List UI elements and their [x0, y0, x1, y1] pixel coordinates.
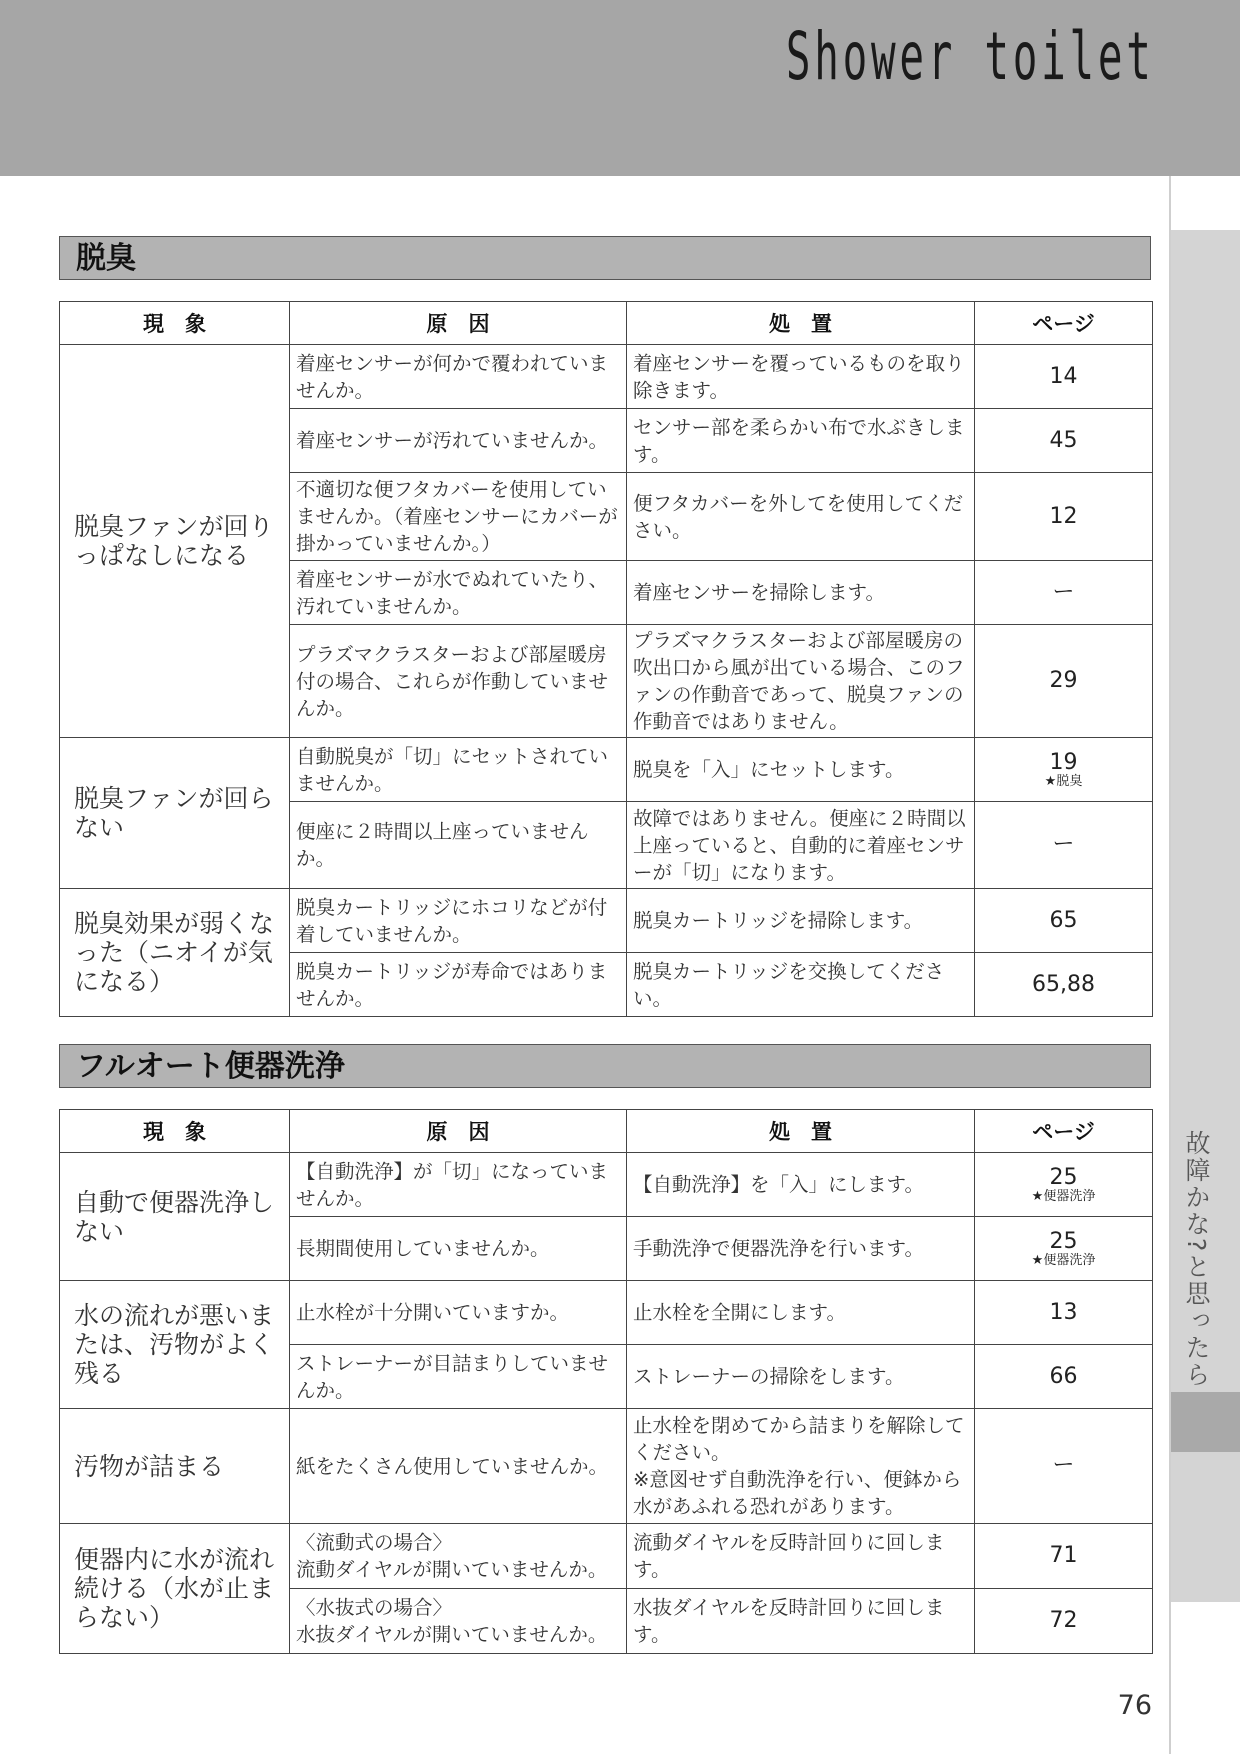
remedy-cell: 止水栓を全開にします。: [627, 1281, 975, 1345]
table-header-row: [60, 1110, 1153, 1153]
header-symptom: 現 象: [60, 1110, 290, 1153]
side-tab-label: 故障かな?と思ったら: [1182, 1130, 1211, 1389]
symptom-cell: 脱臭ファンが回らない: [60, 738, 290, 889]
page-ref[interactable]: 45: [975, 409, 1153, 473]
page-ref[interactable]: 12: [975, 473, 1153, 561]
cause-cell: 止水栓が十分開いていますか。: [290, 1281, 627, 1345]
remedy-cell: プラズマクラスターおよび部屋暖房の吹出口から風が出ている場合、このファンの作動音であって、脱臭ファンの作動音ではありません。: [627, 625, 975, 738]
page-ref[interactable]: 65,88: [975, 953, 1153, 1017]
page-ref[interactable]: 19 ★脱臭: [975, 738, 1153, 802]
page-ref[interactable]: 71: [975, 1524, 1153, 1589]
cause-cell: 脱臭カートリッジが寿命ではありませんか。: [290, 953, 627, 1017]
page-ref: ー: [975, 1409, 1153, 1524]
cause-cell: 脱臭カートリッジにホコリなどが付着していませんか。: [290, 889, 627, 953]
cause-cell: 着座センサーが何かで覆われていませんか。: [290, 345, 627, 409]
cause-cell: 長期間使用していませんか。: [290, 1217, 627, 1281]
page-ref[interactable]: 66: [975, 1345, 1153, 1409]
header-cause: 原 因: [290, 302, 627, 345]
cause-cell: 紙をたくさん使用していませんか。: [290, 1409, 627, 1524]
remedy-cell: [627, 1409, 975, 1524]
page-ref-note: ★便器洗浄: [1031, 1188, 1096, 1204]
header-symptom: 現 象: [60, 302, 290, 345]
remedy-caution: ※意図せず自動洗浄を行い、便鉢から水があふれる恐れがあります。: [633, 1468, 962, 1518]
remedy-cell: 故障ではありません。便座に２時間以上座っていると、自動的に着座センサーが「切」になります。: [627, 802, 975, 889]
symptom-cell: 脱臭効果が弱くなった（ニオイが気になる）: [60, 889, 290, 1017]
page-number: 76: [1117, 1690, 1152, 1721]
cause-cell: ストレーナーが目詰まりしていませんか。: [290, 1345, 627, 1409]
cause-cell: 便座に２時間以上座っていませんか。: [290, 802, 627, 889]
table-row: [60, 1409, 1153, 1524]
page-ref: ー: [975, 802, 1153, 889]
remedy-cell: 脱臭を「入」にセットします。: [627, 738, 975, 802]
cause-cell: [290, 1524, 627, 1589]
remedy-cell: 【自動洗浄】を「入」にします。: [627, 1153, 975, 1217]
cause-text: 流動ダイヤルが開いていませんか。: [296, 1558, 608, 1581]
page-ref[interactable]: 65: [975, 889, 1153, 953]
table-row: [60, 345, 1153, 409]
symptom-cell: 便器内に水が流れ続ける（水が止まらない）: [60, 1524, 290, 1654]
page-ref-note: ★便器洗浄: [1031, 1252, 1096, 1268]
remedy-cell: 水抜ダイヤルを反時計回りに回します。: [627, 1589, 975, 1654]
cause-cell: 着座センサーが水でぬれていたり、汚れていませんか。: [290, 561, 627, 625]
remedy-cell: 着座センサーを掃除します。: [627, 561, 975, 625]
cause-cell: 不適切な便フタカバーを使用していませんか。（着座センサーにカバーが掛かっていませんか。）: [290, 473, 627, 561]
header-cause: 原 因: [290, 1110, 627, 1153]
header-page: ページ: [975, 1110, 1153, 1153]
remedy-cell: 着座センサーを覆っているものを取り除きます。: [627, 345, 975, 409]
cause-heading: 〈水抜式の場合〉: [296, 1596, 453, 1619]
table-row: [60, 1281, 1153, 1345]
cause-cell: 自動脱臭が「切」にセットされていませんか。: [290, 738, 627, 802]
section-title-auto-flush: フルオート便器洗浄: [59, 1044, 1151, 1088]
cause-cell: プラズマクラスターおよび部屋暖房付の場合、これらが作動していませんか。: [290, 625, 627, 738]
symptom-cell: 水の流れが悪いまたは、汚物がよく残る: [60, 1281, 290, 1409]
page-ref: ー: [975, 561, 1153, 625]
page-ref[interactable]: 72: [975, 1589, 1153, 1654]
remedy-cell: 脱臭カートリッジを交換してください。: [627, 953, 975, 1017]
header-remedy: 処 置: [627, 1110, 975, 1153]
table-row: [60, 1524, 1153, 1589]
remedy-cell: センサー部を柔らかい布で水ぶきします。: [627, 409, 975, 473]
deodorize-table: [59, 301, 1153, 1017]
header-remedy: 処 置: [627, 302, 975, 345]
cause-cell: 【自動洗浄】が「切」になっていませんか。: [290, 1153, 627, 1217]
page-ref[interactable]: 29: [975, 625, 1153, 738]
page-ref[interactable]: 25 ★便器洗浄: [975, 1153, 1153, 1217]
remedy-cell: ストレーナーの掃除をします。: [627, 1345, 975, 1409]
symptom-cell: 汚物が詰まる: [60, 1409, 290, 1524]
table-row: [60, 738, 1153, 802]
page-ref[interactable]: 14: [975, 345, 1153, 409]
side-tab-marker: [1171, 1392, 1240, 1452]
page-ref[interactable]: 25 ★便器洗浄: [975, 1217, 1153, 1281]
cause-heading: 〈流動式の場合〉: [296, 1531, 453, 1554]
header-band: [0, 0, 1240, 176]
table-header-row: [60, 302, 1153, 345]
remedy-cell: 脱臭カートリッジを掃除します。: [627, 889, 975, 953]
symptom-cell: 自動で便器洗浄しない: [60, 1153, 290, 1281]
brand-logo: Shower toilet: [786, 18, 1155, 95]
section-title-deodorize: 脱臭: [59, 236, 1151, 280]
table-row: [60, 1153, 1153, 1217]
symptom-cell: 脱臭ファンが回りっぱなしになる: [60, 345, 290, 738]
remedy-cell: 流動ダイヤルを反時計回りに回します。: [627, 1524, 975, 1589]
header-page: ページ: [975, 302, 1153, 345]
auto-flush-table: [59, 1109, 1153, 1654]
cause-cell: [290, 1589, 627, 1654]
table-row: [60, 889, 1153, 953]
page-ref[interactable]: 13: [975, 1281, 1153, 1345]
remedy-cell: 便フタカバーを外してを使用してください。: [627, 473, 975, 561]
cause-text: 水抜ダイヤルが開いていませんか。: [296, 1623, 608, 1646]
cause-cell: 着座センサーが汚れていませんか。: [290, 409, 627, 473]
page-ref-note: ★脱臭: [1044, 773, 1083, 789]
remedy-cell: 手動洗浄で便器洗浄を行います。: [627, 1217, 975, 1281]
remedy-text: 止水栓を閉めてから詰まりを解除してください。: [633, 1414, 965, 1464]
